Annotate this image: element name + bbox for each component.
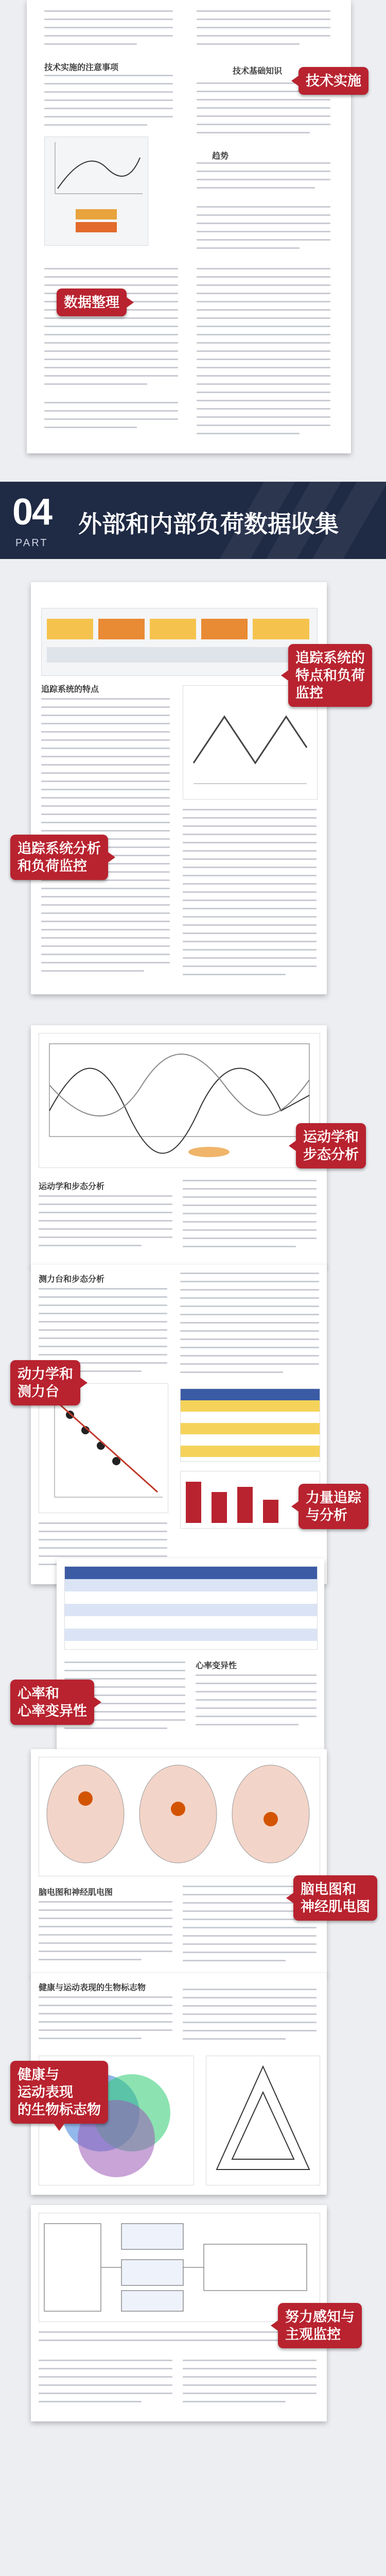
flowchart-graphic [39, 2213, 320, 2321]
label-data-organization: 数据整理 [57, 289, 127, 316]
document-page-5 [57, 1558, 324, 1749]
section-heading: 健康与运动表现的生物标志物 [39, 1984, 146, 1992]
tracking-flow-diagram [42, 608, 317, 675]
triangle-graphic [206, 2056, 320, 2185]
label-tracking-load: 追踪系统的 特点和负荷 监控 [288, 644, 372, 707]
brain-map-graphic [39, 1757, 320, 1876]
section-heading: 测力台和步态分析 [39, 1275, 105, 1284]
curve-chart [45, 137, 148, 245]
section-number: 04 [12, 492, 52, 533]
label-kinematics: 运动学和 步态分析 [296, 1123, 366, 1168]
section-title: 外部和内部负荷数据收集 [78, 511, 339, 537]
section-heading: 技术基础知识 [233, 67, 283, 76]
hrv-table-graphic [65, 1567, 317, 1649]
label-effort-perception: 努力感知与 主观监控 [278, 2303, 362, 2348]
section-heading: 趋势 [212, 152, 229, 161]
label-tech-implementation: 技术实施 [299, 67, 369, 95]
label-heart-rate: 心率和 心率变异性 [10, 1680, 94, 1725]
label-biomarkers: 健康与 运动表现 的生物标志物 [10, 2061, 108, 2124]
figure-gait [39, 1033, 320, 1168]
data-table-graphic [181, 1389, 320, 1461]
figure-tracking-diagram [41, 608, 318, 676]
document-page-2 [31, 582, 327, 994]
figure-triangle [206, 2056, 320, 2185]
figure-data-table [180, 1388, 320, 1462]
label-tracking-analysis: 追踪系统分析 和负荷监控 [10, 835, 108, 880]
label-dynamics: 动力学和 测力台 [10, 1360, 80, 1405]
section-heading: 脑电图和神经肌电图 [39, 1888, 113, 1897]
section-heading: 运动学和步态分析 [39, 1182, 105, 1191]
section-heading: 心率变异性 [196, 1662, 237, 1670]
section-heading: 技术实施的注意事项 [44, 63, 119, 72]
gait-chart [39, 1033, 320, 1167]
section-heading: 追踪系统的特点 [41, 685, 99, 694]
document-page-6 [31, 1749, 327, 1976]
label-force-tracking: 力量追踪 与分析 [299, 1484, 369, 1529]
document-page-3 [31, 1025, 327, 1267]
label-eeg-emg: 脑电图和 神经肌电图 [293, 1875, 377, 1921]
figure-curve [44, 137, 148, 246]
document-page-4 [31, 1265, 327, 1584]
figure-hrv-table [64, 1566, 318, 1650]
figure-brain-maps [39, 1757, 320, 1876]
section-part-label: PART [15, 537, 48, 549]
section-banner-04 [0, 482, 386, 559]
